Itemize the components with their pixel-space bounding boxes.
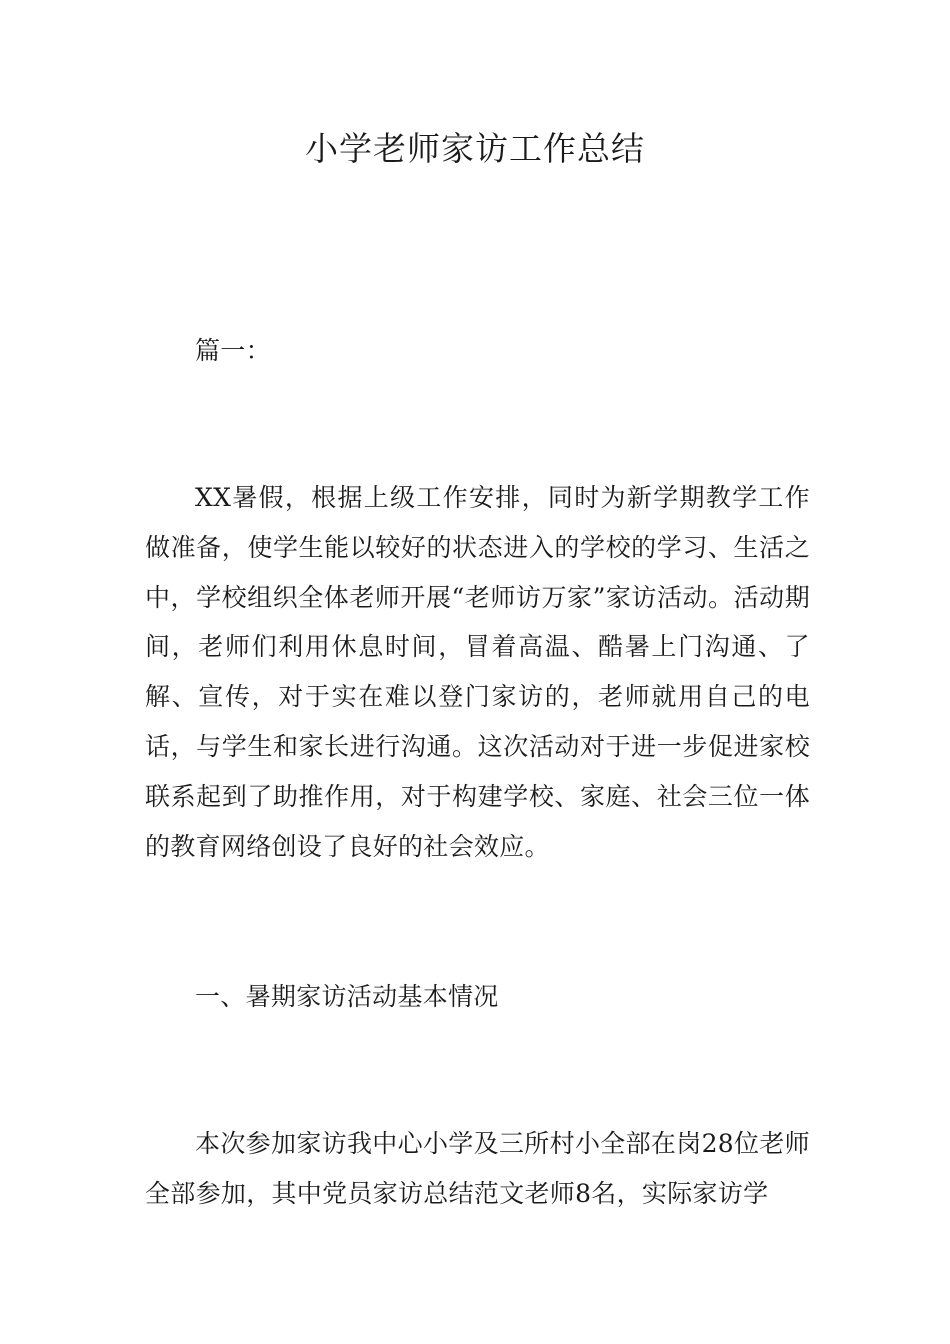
section-heading-1: 一、暑期家访活动基本情况 [195,982,499,1011]
body-paragraph-1: XX暑假，根据上级工作安排，同时为新学期教学工作做准备，使学生能以较好的状态进入的学校的学习、生活之中，学校组织全体老师开展“老师访万家”家访活动。活动期间，老师们利用休息时间，冒着高温、酷暑上门沟通、了解、宣传，对于实在难以登门家访的，老师就用自己的电话，与学生和家长进行沟通。这次活动对于进一步促进家校联系起到了助推作用，对于构建学校、家庭、社会三位一体的教育网络创设了良好的社会效应。 [145,483,810,861]
document-title: 小学老师家访工作总结 [305,129,645,168]
body-paragraph-2: 本次参加家访我中心小学及三所村小全部在岗28位老师全部参加，其中党员家访总结范文老师8名，实际家访学 [145,1129,810,1208]
section-label: 篇一： [195,336,271,365]
